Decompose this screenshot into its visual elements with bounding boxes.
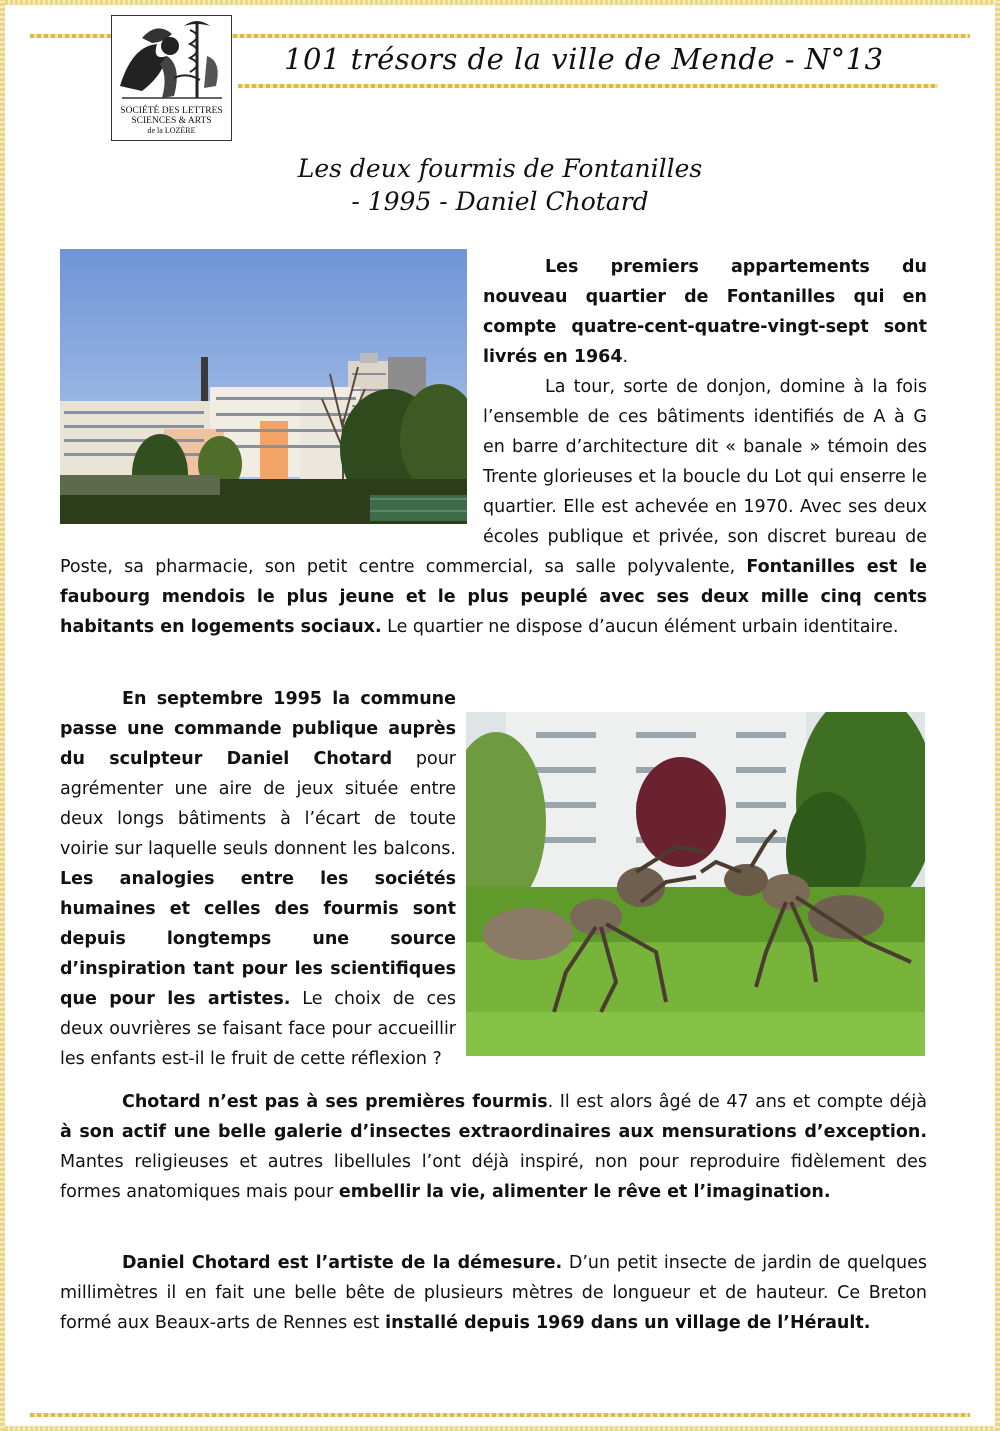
paragraph-5 — [60, 1248, 927, 1338]
paragraph-4-text-b: Mantes religieuses et autres libellules l’ont déjà inspiré, non pour reproduire fidèlement des formes anatomiques mais pour — [60, 1152, 927, 1202]
paragraph-3-bold-a: En septembre 1995 la commune passe une commande publique auprès du sculpteur Daniel Chotard — [60, 689, 456, 769]
series-title: 101 trésors de la ville de Mende - N°13 — [284, 42, 884, 76]
paragraph-4-bold-c: embellir la vie, alimenter le rêve et l’imagination. — [338, 1182, 831, 1202]
paragraph-1-bold: Les premiers appartements du nouveau quartier de Fontanilles qui en compte quatre-cent-quatre-vingt-sept sont livrés en 1964 — [483, 257, 927, 367]
bottom-gold-rule — [30, 1413, 970, 1417]
paragraph-2 — [60, 372, 927, 642]
photo-1-wrap-spacer — [60, 372, 483, 552]
paragraph-2-bold: Fontanilles est le faubourg mendois le plus jeune et le plus peuplé avec ses deux mille cinq cents habitants en logements sociaux. — [60, 557, 928, 637]
logo-line-2: SCIENCES & ARTS — [131, 116, 212, 126]
photo-2-wrap-spacer — [456, 714, 927, 1072]
paragraph-3-text-a: pour agrémenter une aire de jeux située entre deux longs bâtiments à l’écart de toute voirie sur laquelle seuls donnent les balcons. — [60, 749, 456, 859]
paragraph-2-text-a: La tour, sorte de donjon, domine à la fois l’ensemble de ces bâtiments identifiés de A à G en barre d’architecture dit « banale » témoin des Trente glorieuses et la boucle du Lot qui enserre le quartier. Elle est achevée en 1970. Avec ses deux écoles publique et privée, son discret bureau de Poste, sa pharmacie, son petit centre commercial, sa salle polyvalente, — [60, 377, 927, 577]
logo-line-1: SOCIÉTÉ DES LETTRES — [120, 106, 223, 116]
paragraph-4-text-a: . Il est alors âgé de 47 ans et compte déjà — [547, 1092, 927, 1112]
paragraph-1-text: . — [622, 347, 629, 367]
article-title-line-1: Les deux fourmis de Fontanilles — [297, 154, 703, 183]
winged-figure-emblem-icon — [112, 16, 232, 106]
society-logo — [111, 15, 232, 141]
paragraph-4-bold-b: à son actif une belle galerie d’insectes extraordinaires aux mensurations d’exception. — [60, 1122, 927, 1142]
paragraph-5-bold-a: Daniel Chotard est l’artiste de la démesure. — [122, 1253, 563, 1273]
paragraph-4 — [60, 1087, 927, 1207]
paragraph-5-bold-b: installé depuis 1969 dans un village de l’Hérault. — [385, 1313, 871, 1333]
paragraph-1 — [483, 252, 927, 372]
article-title-line-2: - 1995 - Daniel Chotard — [351, 187, 649, 216]
frame-top-border — [0, 0, 1000, 5]
paragraph-3 — [60, 684, 927, 1074]
paragraph-4-bold-a: Chotard n’est pas à ses premières fourmis — [122, 1092, 548, 1112]
paragraph-2-text-b: Le quartier ne dispose d’aucun élément urbain identitaire. — [381, 617, 899, 637]
frame-bottom-border — [0, 1426, 1000, 1431]
paragraph-5-text-a: D’un petit insecte de jardin de quelques millimètres il en fait une belle bête de plusieurs mètres de longueur et de hauteur. Ce Breton formé aux Beaux-arts de Rennes est — [60, 1253, 927, 1333]
header-gold-rule — [238, 84, 938, 88]
paragraph-3-bold-b: Les analogies entre les sociétés humaines et celles des fourmis sont depuis longtemps une source d’inspiration tant pour les scientifiques que pour les artistes. — [60, 869, 456, 1009]
paragraph-3-text-b: Le choix de ces deux ouvrières se faisant face pour accueillir les enfants est-il le fruit de cette réflexion ? — [60, 989, 456, 1069]
logo-line-3: de la LOZÈRE — [147, 126, 196, 135]
